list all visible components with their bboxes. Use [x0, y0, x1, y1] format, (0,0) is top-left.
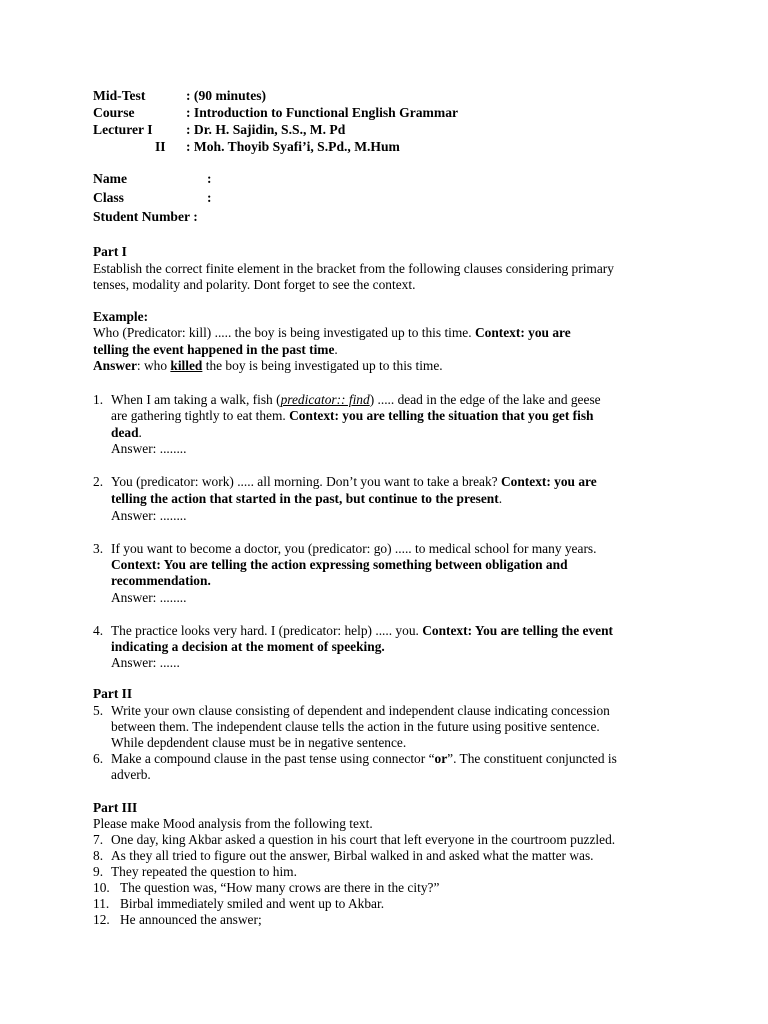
q1-number: 1. — [93, 392, 104, 407]
q3-number: 3. — [93, 541, 104, 556]
lecturer1-value: : Dr. H. Sajidin, S.S., M. Pd — [186, 122, 346, 137]
q9-text: They repeated the question to him. — [111, 864, 297, 879]
example-context-start: Context: you are — [474, 325, 571, 340]
q5-line3: While depdendent clause must be in negative sentence. — [111, 735, 407, 750]
q1-context-start: Context: you are telling the situation that you get fish — [289, 408, 594, 423]
q3-line1: If you want to become a doctor, you (predicator: go) ..... to medical school for many years. — [111, 541, 597, 556]
q10-text: The question was, “How many crows are there in the city?” — [120, 880, 440, 895]
class-colon: : — [207, 190, 212, 205]
q4-number: 4. — [93, 623, 104, 638]
example-answer-label: Answer — [93, 358, 137, 373]
course-label: Course — [93, 105, 135, 120]
q1-line1-start: When I am taking a walk, fish ( — [111, 392, 281, 407]
name-label: Name — [93, 171, 127, 186]
part2-title: Part II — [93, 686, 133, 701]
q6-line1 — [111, 751, 617, 767]
example-answer-word: killed — [170, 358, 203, 373]
q7-text: One day, king Akbar asked a question in his court that left everyone in the courtroom puzzled. — [111, 832, 616, 847]
example-answer-prefix: : who — [136, 358, 171, 373]
q6-line2: adverb. — [111, 767, 151, 782]
example-line2 — [93, 342, 338, 358]
q2-answer: Answer: ........ — [111, 508, 187, 523]
q12-text: He announced the answer; — [120, 912, 262, 927]
q12-number: 12. — [93, 912, 110, 927]
q5-number: 5. — [93, 703, 104, 718]
q3-answer: Answer: ........ — [111, 590, 187, 605]
q1-context-end: dead — [111, 425, 139, 440]
lecturer2-value: : Moh. Thoyib Syafi’i, S.Pd., M.Hum — [186, 139, 400, 154]
part1-title: Part I — [93, 244, 127, 259]
q1-line1 — [111, 392, 601, 408]
course-value: : Introduction to Functional English Grammar — [186, 105, 459, 120]
q4-answer: Answer: ...... — [111, 655, 180, 670]
q1-line2 — [111, 408, 594, 424]
midtest-label: Mid-Test — [93, 88, 146, 103]
lecturer1-label: Lecturer I — [93, 122, 153, 137]
q7-number: 7. — [93, 832, 104, 847]
q1-line1-end: ) ..... dead in the edge of the lake and geese — [369, 392, 601, 407]
q4-line1 — [111, 623, 613, 639]
q2-context-start: Context: you are — [500, 474, 597, 489]
q1-answer: Answer: ........ — [111, 441, 187, 456]
example-answer — [93, 358, 443, 374]
example-title: Example: — [93, 309, 149, 324]
q10-number: 10. — [93, 880, 110, 895]
q6-number: 6. — [93, 751, 104, 766]
q2-number: 2. — [93, 474, 104, 489]
q2-line2 — [111, 491, 502, 507]
q2-context-end: telling the action that started in the past, but continue to the present — [111, 491, 499, 506]
midtest-value: : (90 minutes) — [186, 88, 267, 103]
q1-period: . — [138, 425, 142, 440]
part3-instruction: Please make Mood analysis from the following text. — [93, 816, 373, 831]
example-context-end: telling the event happened in the past time — [93, 342, 335, 357]
q3-context-line2: recommendation. — [111, 573, 211, 588]
part1-instruction-line2: tenses, modality and polarity. Dont forget to see the context. — [93, 277, 416, 292]
q4-context-end: indicating a decision at the moment of speeking. — [111, 639, 385, 654]
example-line1-text: Who (Predicator: kill) ..... the boy is being investigated up to this time. — [93, 325, 475, 340]
q5-line2: between them. The independent clause tells the action in the future using positive sentence. — [111, 719, 600, 734]
q4-line1-text: The practice looks very hard. I (predicator: help) ..... you. — [111, 623, 423, 638]
q8-text: As they all tried to figure out the answer, Birbal walked in and asked what the matter was. — [111, 848, 594, 863]
q11-number: 11. — [93, 896, 110, 911]
class-label: Class — [93, 190, 124, 205]
part1-instruction-line1: Establish the correct finite element in the bracket from the following clauses considering primary — [93, 261, 614, 276]
q3-context-line1: Context: You are telling the action expressing something between obligation and — [111, 557, 568, 572]
example-period: . — [334, 342, 338, 357]
q1-line2-text: are gathering tightly to eat them. — [111, 408, 290, 423]
q6-line1-end: ”. The constituent conjuncted is — [447, 751, 617, 766]
q2-line1-text: You (predicator: work) ..... all morning. Don’t you want to take a break? — [111, 474, 501, 489]
q5-line1: Write your own clause consisting of dependent and independent clause indicating concession — [111, 703, 610, 718]
q1-predicator: predicator:: find — [280, 392, 370, 407]
q9-number: 9. — [93, 864, 104, 879]
example-answer-suffix: the boy is being investigated up to this time. — [202, 358, 443, 373]
q2-period: . — [498, 491, 503, 506]
part3-title: Part III — [93, 800, 138, 815]
q1-line3 — [111, 425, 142, 441]
q6-connector: or — [434, 751, 448, 766]
q6-line1-start: Make a compound clause in the past tense using connector “ — [111, 751, 435, 766]
student-number-label: Student Number : — [93, 209, 198, 224]
q8-number: 8. — [93, 848, 104, 863]
name-colon: : — [207, 171, 212, 186]
q4-context-start: Context: You are telling the event — [422, 623, 614, 638]
q11-text: Birbal immediately smiled and went up to Akbar. — [120, 896, 385, 911]
example-line1 — [93, 325, 571, 341]
lecturer2-label: II — [155, 139, 166, 154]
q2-line1 — [111, 474, 597, 490]
